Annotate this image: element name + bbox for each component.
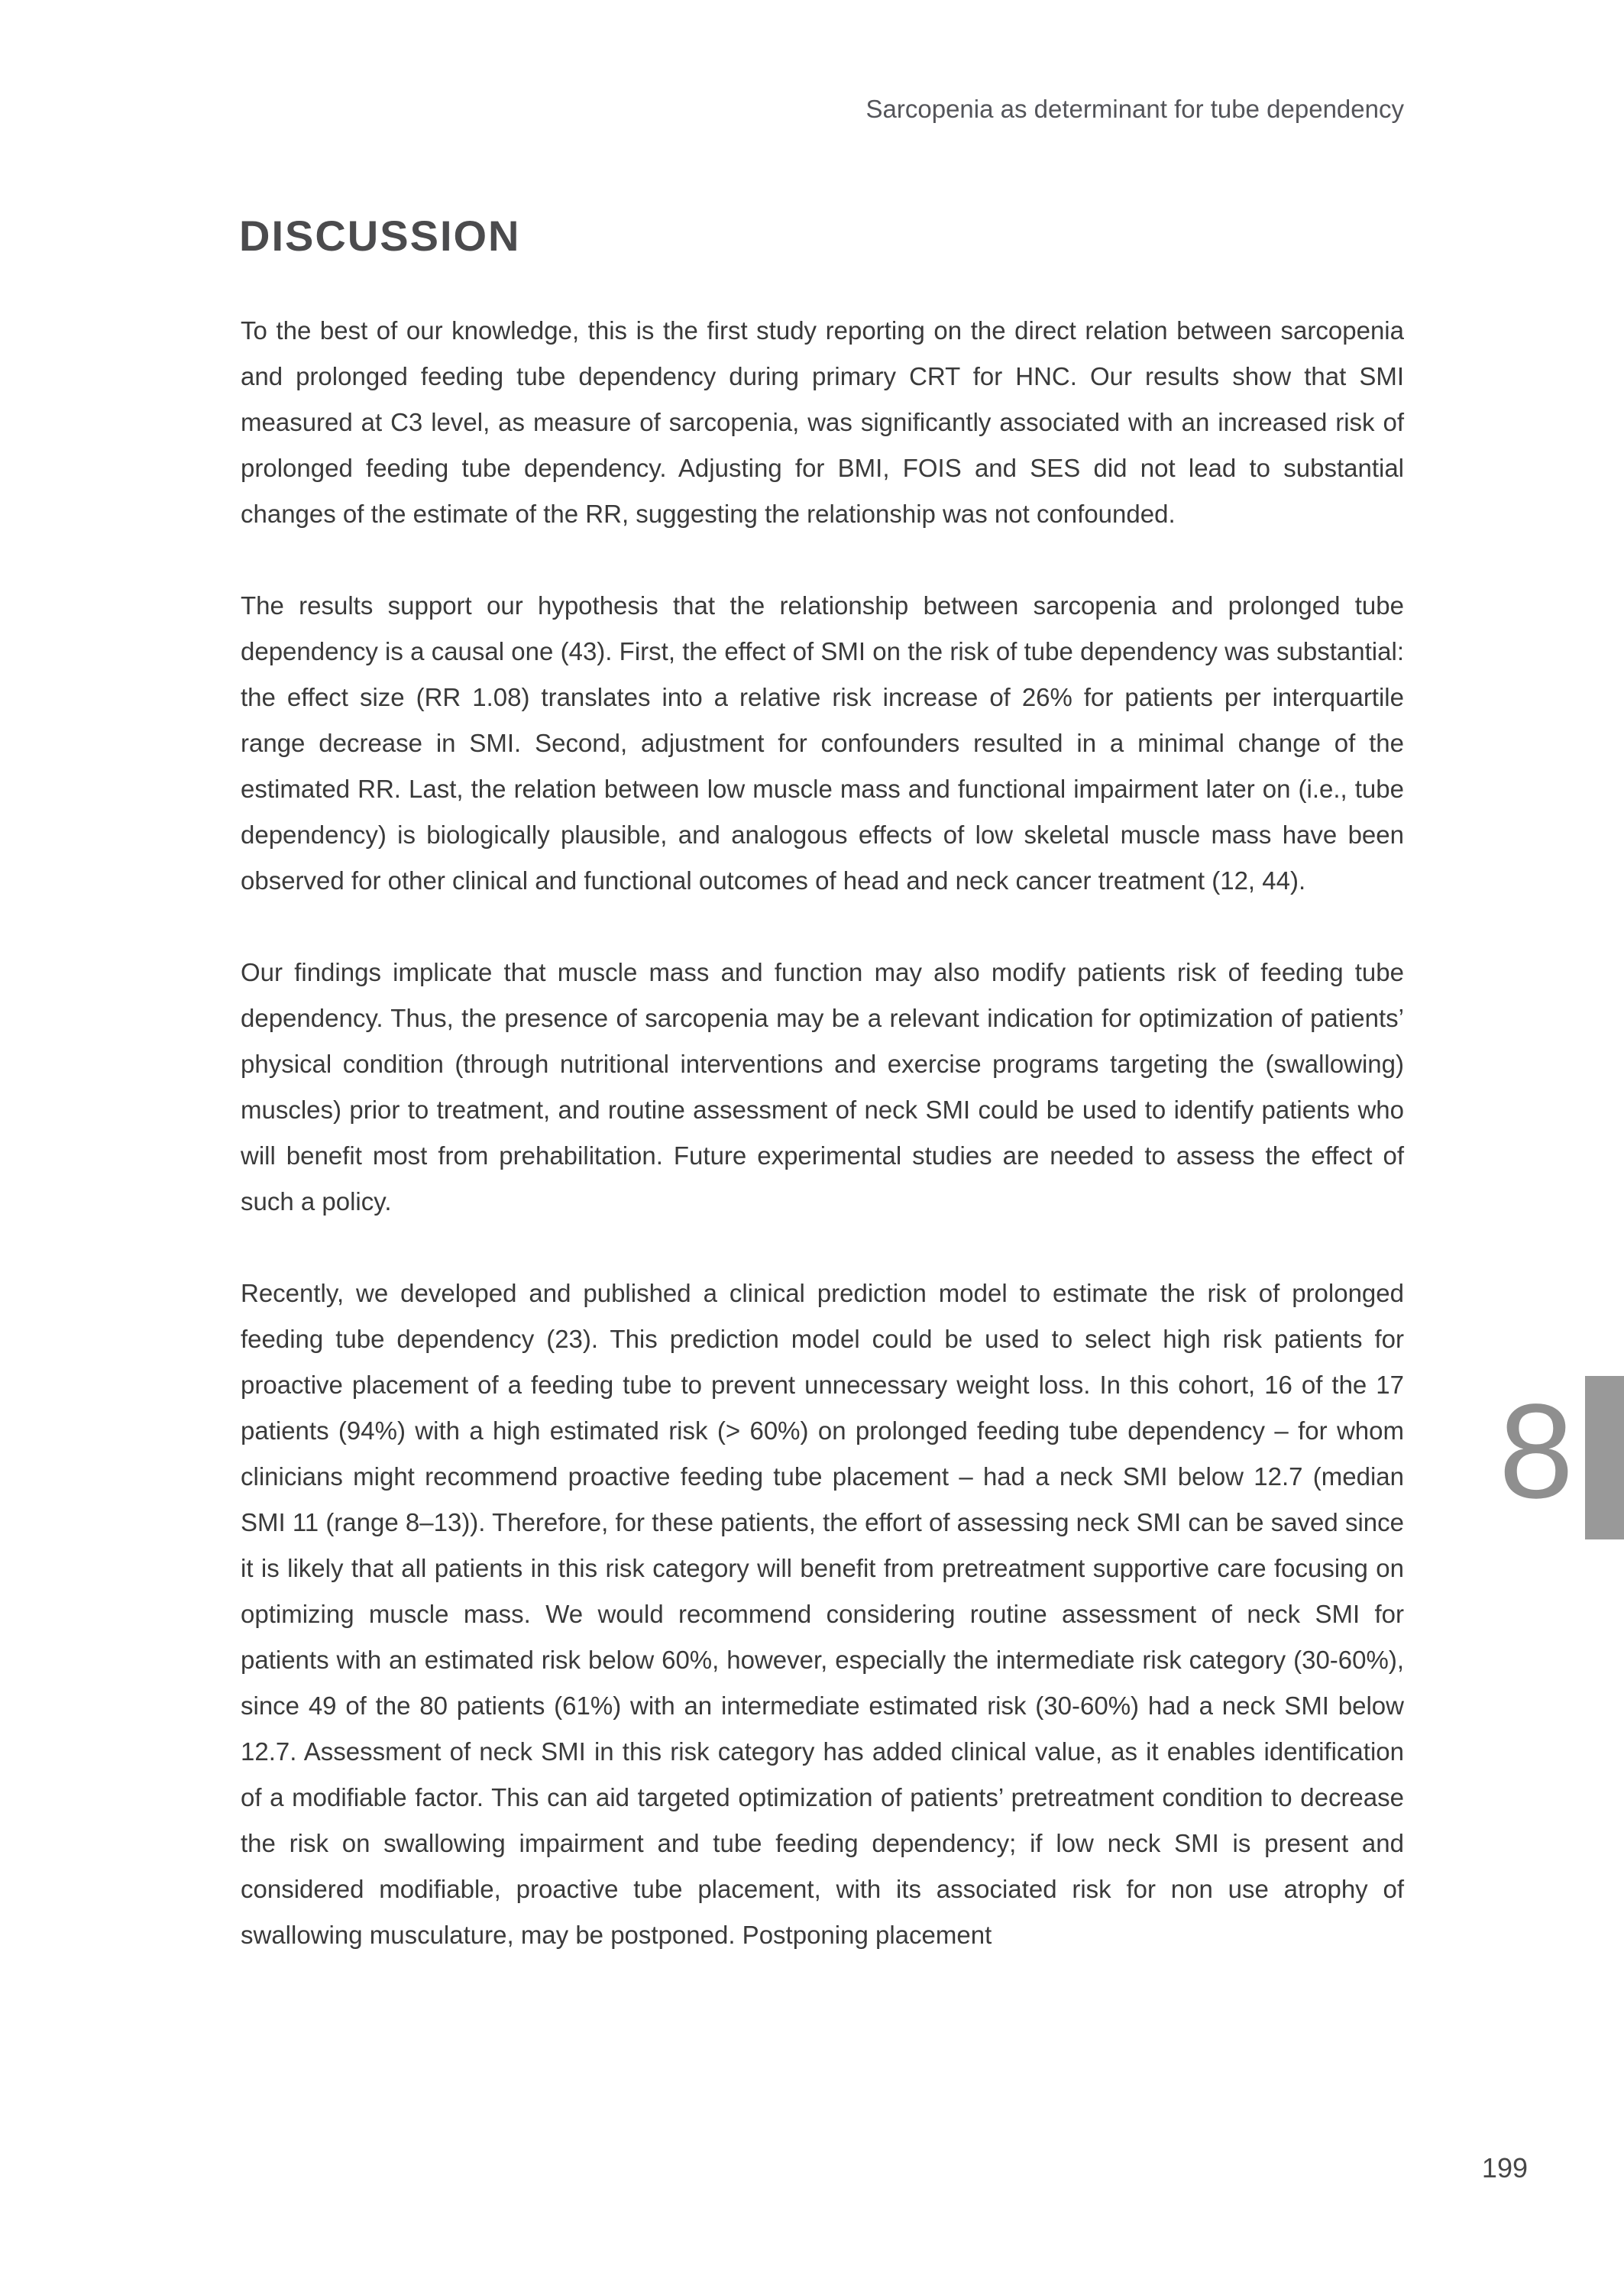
body-text (241, 308, 1404, 2004)
running-header: Sarcopenia as determinant for tube dependency (865, 95, 1404, 123)
page-number: 199 (1481, 2152, 1528, 2184)
chapter-number: 8 (1499, 1377, 1574, 1526)
paragraph-2: The results support our hypothesis that the relationship between sarcopenia and prolonged tube dependency is a causal one (43). First, the effect of SMI on the risk of tube dependency was substantial: the effect size (RR 1.08) translates into a relative risk increase of 26% for patients per interquartile range decrease in SMI. Second, adjustment for confounders resulted in a minimal change of the estimated RR. Last, the relation between low muscle mass and functional impairment later on (i.e., tube dependency) is biologically plausible, and analogous effects of low skeletal muscle mass have been observed for other clinical and functional outcomes of head and neck cancer treatment (12, 44). (241, 591, 1404, 895)
section-heading: DISCUSSION (239, 212, 521, 260)
paragraph-4: Recently, we developed and published a clinical prediction model to estimate the risk of prolonged feeding tube dependency (23). This prediction model could be used to select high risk patients for proactive placement of a feeding tube to prevent unnecessary weight loss. In this cohort, 16 of the 17 patients (94%) with a high estimated risk (> 60%) on prolonged feeding tube dependency – for whom clinicians might recommend proactive feeding tube placement – had a neck SMI below 12.7 (median SMI 11 (range 8–13)). Therefore, for these patients, the effort of assessing neck SMI can be saved since it is likely that all patients in this risk category will benefit from pretreatment supportive care focusing on optimizing muscle mass. We would recommend considering routine assessment of neck SMI for patients with an estimated risk below 60%, however, especially the intermediate risk category (30-60%), since 49 of the 80 patients (61%) with an intermediate estimated risk (30-60%) had a neck SMI below 12.7. Assessment of neck SMI in this risk category has added clinical value, as it enables identification of a modifiable factor. This can aid targeted optimization of patients’ pretreatment condition to decrease the risk on swallowing impairment and tube feeding dependency; if low neck SMI is present and considered modifiable, proactive tube placement, with its associated risk for non use atrophy of swallowing musculature, may be postponed. Postponing placement (241, 1279, 1404, 1949)
paragraph-3: Our findings implicate that muscle mass and function may also modify patients risk of feeding tube dependency. Thus, the presence of sarcopenia may be a relevant indication for optimization of patients’ physical condition (through nutritional interventions and exercise programs targeting the (swallowing) muscles) prior to treatment, and routine assessment of neck SMI could be used to identify patients who will benefit most from prehabilitation. Future experimental studies are needed to assess the effect of such a policy. (241, 958, 1404, 1216)
paragraph-1: To the best of our knowledge, this is the first study reporting on the direct relation between sarcopenia and prolonged feeding tube dependency during primary CRT for HNC. Our results show that SMI measured at C3 level, as measure of sarcopenia, was significantly associated with an increased risk of prolonged feeding tube dependency. Adjusting for BMI, FOIS and SES did not lead to substantial changes of the estimate of the RR, suggesting the relationship was not confounded. (241, 316, 1404, 528)
chapter-tab (1585, 1376, 1624, 1539)
